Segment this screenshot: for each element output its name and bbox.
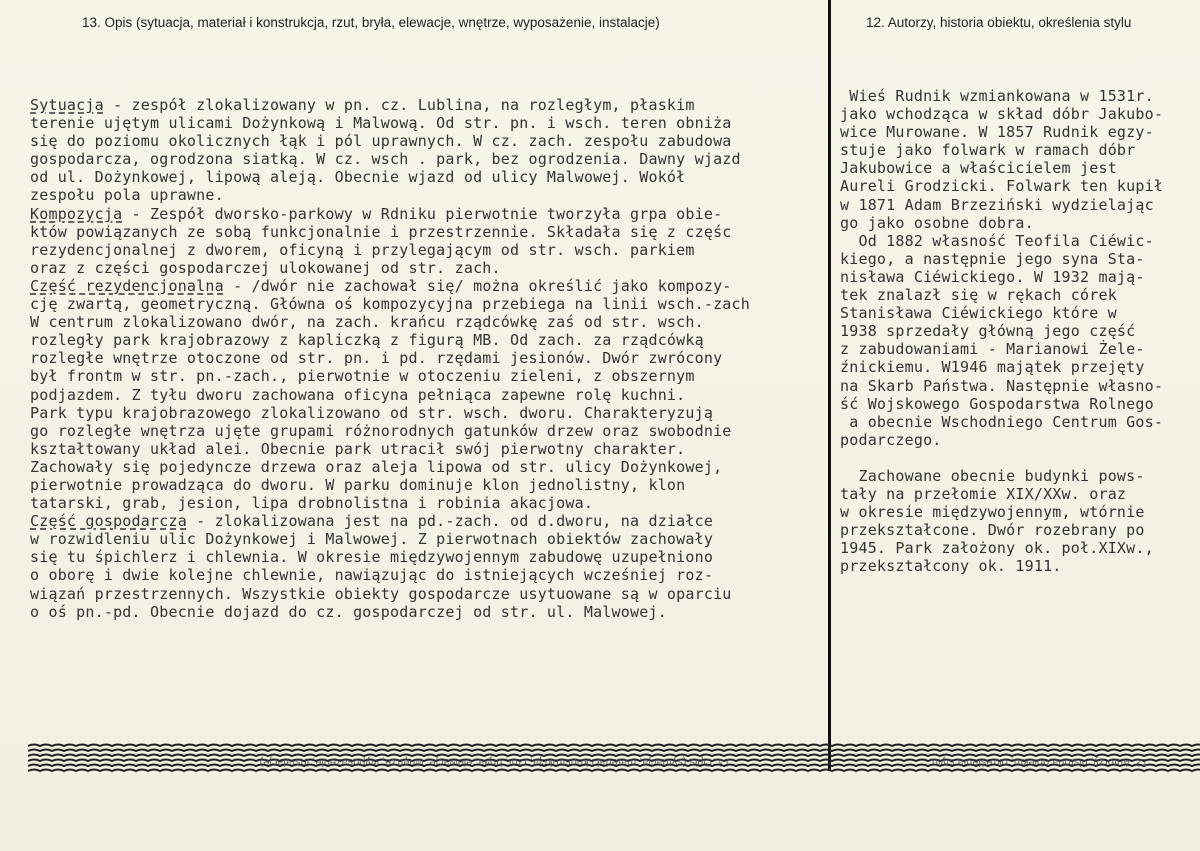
left-line: któw powiązanych ze sobą funkcjonalnie i przestrzennie. Składała się z częśc [30,222,732,241]
right-line: Stanisława Ciéwickiego które w [840,304,1117,323]
right-line: przekształcone. Dwór rozebrany po [840,521,1145,540]
right-line: jako wchodząca w skład dóbr Jakubo- [840,105,1164,124]
left-line: był frontm w str. pn.-zach., pierwotnie w otoczeniu zieleni, z obszernym [30,367,695,386]
right-line: Od 1882 własność Teofila Ciéwic- [840,231,1154,250]
left-line: podjazdem. Z tyłu dworu zachowana oficyna pełniąca zapewne rolę kuchni. [30,385,686,404]
section-13-header: 13. Opis (sytuacja, materiał i konstrukcja, rzut, bryła, elewacje, wnętrze, wyposażenie, instalacje) [82,14,660,30]
right-line: tek znalazł się w rękach córek [840,286,1117,305]
left-line: go rozległe wnętrza ujęte grupami różnorodnych gatunków drzew oraz swobodnie [30,421,732,440]
section-heading-underlined: Sytuacja [30,96,104,114]
left-line: W centrum zlokalizowano dwór, na zach. krańcu rządcówkę zaś od str. wsch. [30,313,704,332]
column-divider [828,0,831,770]
right-line: go jako osobne dobra. [840,213,1034,232]
right-line: źnickiemu. W1946 majątek przejęty [840,358,1145,377]
left-line: rozległy park krajobrazowy z kapliczką z figurą MB. Od zach. za rządcówką [30,331,704,350]
right-line: stuje jako folwark w ramach dóbr [840,141,1136,160]
right-line: 1938 sprzedały główną jego część [840,322,1136,341]
left-line: rezydencjonalnej z dworem, oficyną i przylegającym od str. wsch. parkiem [30,240,695,259]
left-line: tatarski, grab, jesion, lipa drobnolistna i robinia akacjowa. [30,494,594,513]
right-line: ść Wojskowego Gospodarstwa Rolnego [840,394,1154,413]
left-line: w rozwidleniu ulic Dożynkowej i Malwowej. Z pierwotnach obiektów zachowały [30,530,714,549]
right-line: w okresie międzywojennym, wtórnie [840,503,1145,522]
history-text [840,87,1200,576]
left-line: gospodarcza, ogrodzona siatką. W cz. wsch . park, bez ogrodzenia. Dawny wjazd [30,150,741,169]
section-heading-underlined: Część gospodarcza [30,512,187,531]
right-line: a obecnie Wschodniego Centrum Gos- [840,412,1164,431]
right-line: na Skarb Państwa. Następnie własno- [840,376,1164,395]
right-line: wice Murowane. W 1857 Rudnik egzy- [840,123,1154,142]
section-heading-underlined: Część rezydencjonalna [30,276,224,295]
section-heading-underlined: Kompozycja [30,204,123,223]
left-line: Sytuacja - zespół zlokalizowany w pn. cz. Lublina, na rozległym, płaskim [30,96,695,114]
left-line: oraz z części gospodarczej ulokowanej od str. zach. [30,258,501,277]
left-line: Część gospodarcza - zlokalizowana jest na pd.-zach. od d.dworu, na działce [30,512,714,531]
right-line: kiego, a następnie jego syna Sta- [840,249,1145,268]
section-12-header: 12. Autorzy, historia obiektu, określenia stylu [866,14,1132,30]
wave-line [28,750,1200,752]
left-line: Park typu krajobrazowego zlokalizowano od str. wsch. dworu. Charakteryzują [30,403,714,422]
right-line: Aureli Grodzicki. Folwark ten kupił [840,177,1164,196]
right-line: Zachowane obecnie budynki pows- [840,466,1145,485]
left-line: rozległe wnętrze otoczone od str. pn. i pd. rzędami jesionów. Dwór zwrócony [30,349,723,368]
left-line: wiązań przestrzennych. Wszystkie obiekty gospodarcze usytuowane są w oparciu [30,584,732,603]
left-line: cję zwartą, geometryczną. Główna oś kompozycyjna przebiega na linii wsch.-zach [30,295,750,314]
left-line: o oś pn.-pd. Obecnie dojazd do cz. gospodarczej od str. ul. Malwowej. [30,602,667,621]
mirrored-footer-12: 12. Autorzy, historia obiektu, określenia stylu [931,756,1149,768]
right-line: z zabudowaniami - Marianowi Żele- [840,340,1145,359]
left-line: Zachowały się pojedyncze drzewa oraz aleja lipowa od str. ulicy Dożynkowej, [30,457,723,476]
left-line: od ul. Dożynkowej, lipową aleją. Obecnie wjazd od ulicy Malwowej. Wokół [30,168,686,187]
left-line: terenie ujętym ulicami Dożynkową i Malwową. Od str. pn. i wsch. teren obniża [30,114,732,133]
left-line: się tu śpichlerz i chlewnia. W okresie międzywojennym zabudowę uzupełniono [30,548,714,567]
wave-line [28,770,1200,772]
left-line: pierwotnie prowadząca do dworu. W parku dominuje klon jednolistny, klon [30,475,686,494]
right-line: nisława Ciéwickiego. W 1932 mają- [840,267,1145,286]
description-text [30,96,826,621]
wave-line [28,745,1200,747]
left-line: zespołu pola uprawne. [30,186,224,205]
left-line: kształtowany układ alei. Obecnie park utracił swój pierwotny charakter. [30,439,686,458]
right-line: podarczego. [840,430,942,449]
right-line: Wieś Rudnik wzmiankowana w 1531r. [840,87,1154,105]
right-line: Jakubowice a właścicielem jest [840,159,1117,178]
left-line: Część rezydencjonalna - /dwór nie zachował się/ można określić jako kompozy- [30,276,732,295]
left-line: się do poziomu okolicznych łąk i pól uprawnych. W cz. zach. zespołu zabudowa [30,132,732,151]
mirrored-footer-13: 13. Opis (sytuacja, materiał i konstrukcja, rzut, bryła, elewacje, wnętrze, wyposażenie, instalacje) [259,756,731,768]
right-line [840,449,1200,467]
right-line: w 1871 Adam Brzeziński wydzielając [840,195,1154,214]
right-line: przekształcony ok. 1911. [840,557,1062,576]
right-line: 1945. Park założony ok. poł.XIXw., [840,539,1154,558]
left-line: o oborę i dwie kolejne chlewnie, nawiązując do istniejących wcześniej roz- [30,566,714,585]
left-line: Kompozycja - Zespół dworsko-parkowy w Rdniku pierwotnie tworzyła grpa obie- [30,204,723,223]
right-line: tały na przełomie XIX/XXw. oraz [840,485,1127,504]
